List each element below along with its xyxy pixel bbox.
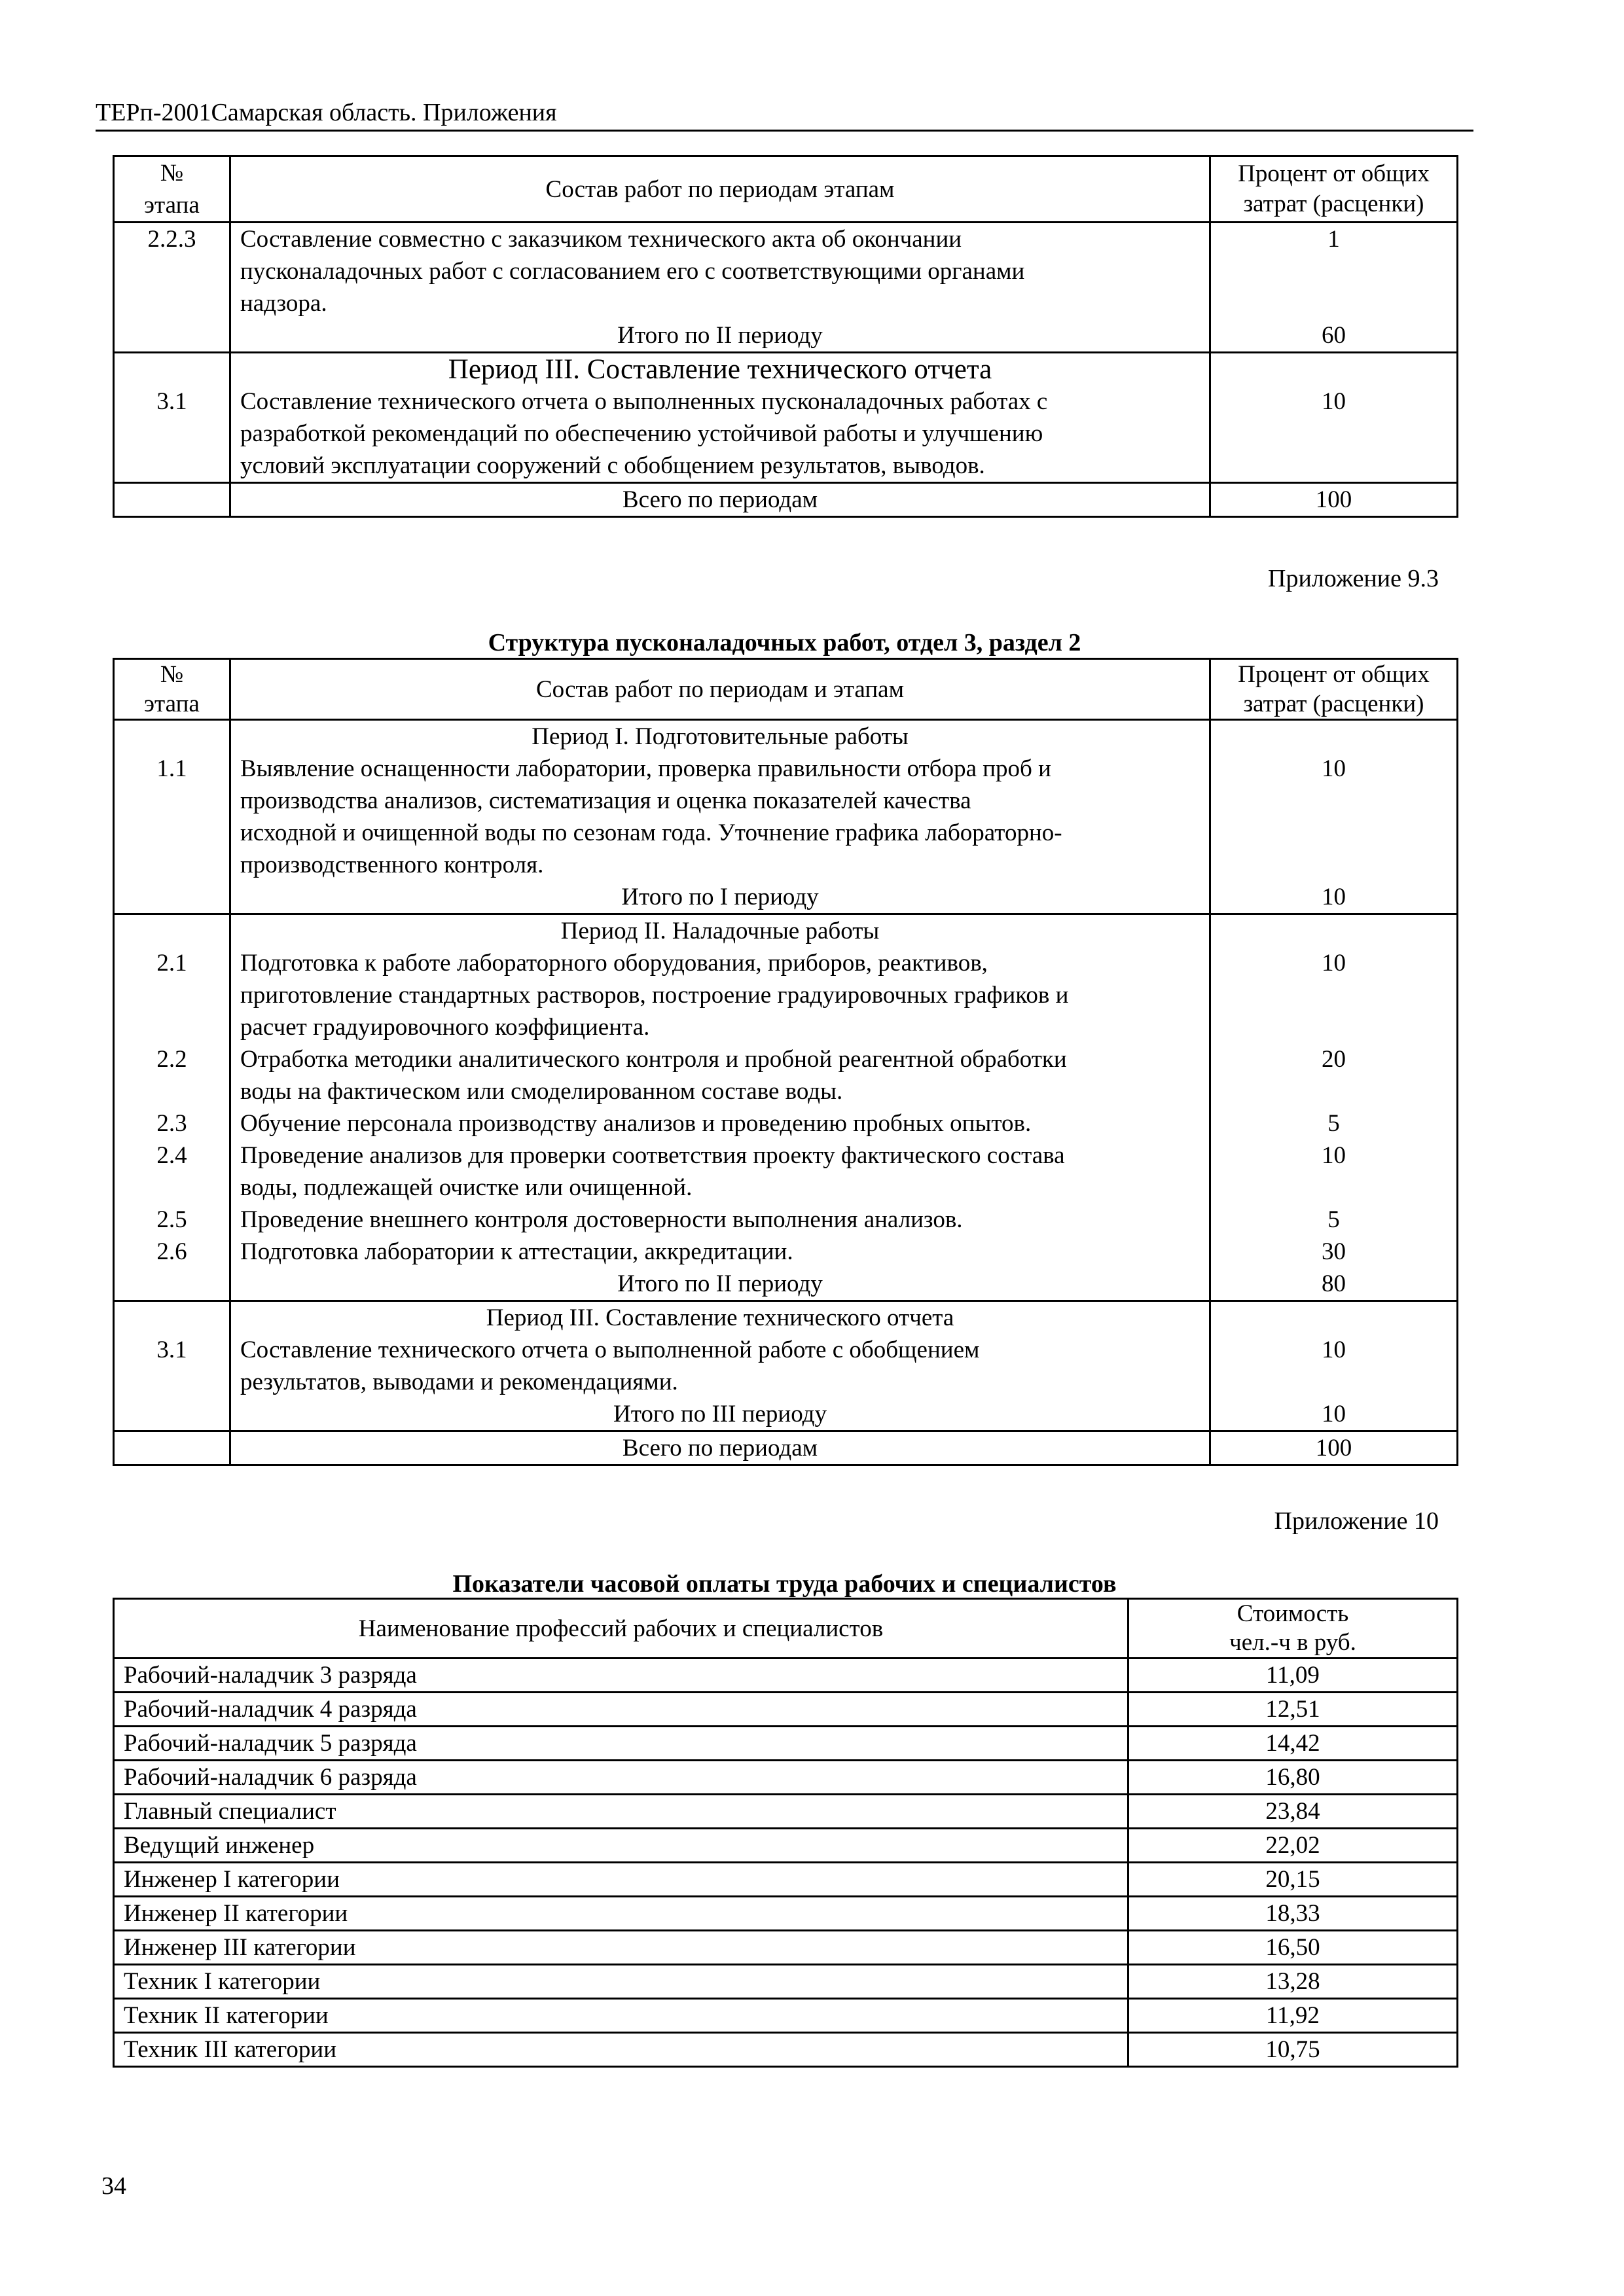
col-header-profession: Наименование профессий рабочих и специалистов [114,1599,1128,1659]
table-row: Инженер I категории 20,15 [114,1863,1458,1897]
percent-cell: 10 [1210,353,1458,483]
table-row: Рабочий-наладчик 3 разряда 11,09 [114,1659,1458,1693]
table-row: Инженер III категории 16,50 [114,1931,1458,1965]
col-header-cost: Стоимость чел.-ч в руб. [1128,1599,1458,1659]
stage-description-cell: Период III. Составление технического отчета Составление технического отчета о выполненных пусконаладочных работах с разработкой рекомендаций по обеспечению устойчивой работы и улучшению условий эксплуатации сооружений с обобщением результатов, выводов. [230,353,1210,483]
hourly-wage-table [113,1598,1458,2068]
total-label: Всего по периодам [230,1431,1210,1465]
subtotal-value: 10 [1322,884,1346,910]
table-header-row [114,1599,1458,1659]
period-title: Период II. Наладочные работы [560,918,880,944]
table-header-row [114,156,1458,223]
total-value: 100 [1210,1431,1458,1465]
total-label: Всего по периодам [230,483,1210,517]
period-title: Период III. Составление технического отчета [486,1304,954,1331]
appendix-label: Приложение 10 [1274,1507,1439,1535]
page-number: 34 [101,2172,126,2200]
period-block: 2.1 2.2 2.3 2.4 2.5 2.6 Период II. Наладочные работы Подготовка к работе лабораторного оборудования, приборов, реактивов, приготовление стандартных растворов, построение градуировочных графиков и расчет градуировочного коэффициента. Отработка методики аналитического контроля и пробной реагентной обработки воды на фактическом или смоделированном составе воды. Обучение персонала производству анализов и проведению пробных опытов. Проведение анализов для проверки соответствия проекту фактического состава воды, подлежащей очистке или очищенной. Проведение внешнего контроля достоверности выполнения анализов. Подготовка лаборатории к аттестации, аккредитации. Итого по II периоду 10 20 5 10 5 30 80 [114,914,1458,1301]
period-title: Период I. Подготовительные работы [532,723,909,750]
table-row [114,353,1458,483]
total-row [114,483,1458,517]
startup-works-structure-table [113,658,1458,1466]
table-row: Рабочий-наладчик 5 разряда 14,42 [114,1727,1458,1761]
period-block: 3.1 Период III. Составление технического отчета Составление технического отчета о выполненной работе с обобщением результатов, выводами и рекомендациями. Итого по III периоду 10 10 [114,1301,1458,1431]
subtotal-value: 10 [1322,1401,1346,1427]
subtotal-label: Итого по III периоду [613,1401,827,1427]
table-row: Рабочий-наладчик 6 разряда 16,80 [114,1761,1458,1795]
total-value: 100 [1210,483,1458,517]
col-header-stage-number: № этапа [114,156,230,223]
table-row: Ведущий инженер 22,02 [114,1829,1458,1863]
table-row: Техник I категории 13,28 [114,1965,1458,1999]
table-row: Техник III категории 10,75 [114,2033,1458,2067]
table-row: Рабочий-наладчик 4 разряда 12,51 [114,1693,1458,1727]
col-header-percent: Процент от общих затрат (расценки) [1210,156,1458,223]
col-header-stage-number: № этапа [114,659,230,720]
period-block: 1.1 Период I. Подготовительные работы Выявление оснащенности лаборатории, проверка правильности отбора проб и производства анализов, систематизация и оценка показателей качества исходной и очищенной воды по сезонам года. Уточнение графика лабораторно- производственного контроля. Итого по I периоду 10 10 [114,720,1458,914]
table-row: Главный специалист 23,84 [114,1795,1458,1829]
subtotal-label: Итого по II периоду [617,1270,823,1297]
period-title: Период III. Составление технического отчета [448,354,992,385]
appendix-label: Приложение 9.3 [1268,565,1439,592]
stages-table-continued [113,155,1458,518]
table-row: Техник II категории 11,92 [114,1999,1458,2033]
subtotal-label: Итого по II периоду [617,322,823,349]
stage-number: 1.1 [156,755,187,782]
total-row [114,1431,1458,1465]
col-header-percent: Процент от общих затрат (расценки) [1210,659,1458,720]
stage-number-cell: 2.2.3 [114,223,230,353]
table-row [114,223,1458,353]
col-header-description: Состав работ по периодам и этапам [230,659,1210,720]
table-header-row [114,659,1458,720]
table-row: Инженер II категории 18,33 [114,1897,1458,1931]
subtotal-value: 80 [1322,1270,1346,1297]
table-title: Показатели часовой оплаты труда рабочих и специалистов [452,1570,1117,1598]
table-title: Структура пусконаладочных работ, отдел 3, раздел 2 [488,629,1081,656]
subtotal-label: Итого по I периоду [621,884,819,910]
stage-number-cell: 3.1 [114,353,230,483]
percent-cell: 1 60 [1210,223,1458,353]
stage-description-cell: Составление совместно с заказчиком технического акта об окончании пусконаладочных работ с согласованием его с соответствующими органами надзора. Итого по II периоду [230,223,1210,353]
percent-value: 10 [1322,755,1346,782]
running-header: ТЕРп-2001Самарская область. Приложения [96,98,1473,132]
col-header-description: Состав работ по периодам этапам [230,156,1210,223]
subtotal-value: 60 [1322,322,1346,349]
